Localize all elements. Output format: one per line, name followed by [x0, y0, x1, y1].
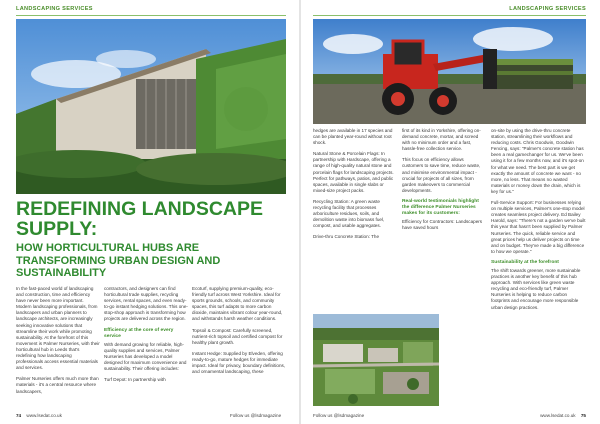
col6-paragraph: on-site by using the drive-thru concrete station, streamlining their workflows and reducing costs. Chris Goodwin, Goodwin Fencing, says: "Palmer's concrete station has been a real gamechanger for us. We've been using it for a few months now, and it's spot-on for what we need. The best part is we get exactly the amount of concrete we want - no more, no less. That means no wasted materials or money down the drain, which is key for us.": [491, 128, 584, 194]
col4-paragraph: hedges are available in 17 species and can be planted year-round without root shock.: [313, 128, 393, 146]
right-page: [301, 0, 600, 424]
text-column-3: [192, 286, 286, 380]
left-page-number: 74: [16, 413, 22, 418]
left-page: [0, 0, 299, 424]
col1-paragraph: Palmer Nurseries offers much more than materials - it's a central resource where landscapers,: [16, 376, 99, 394]
text-column-1: [16, 286, 100, 400]
left-footer: [16, 413, 62, 418]
turf-loader-photo: [313, 19, 586, 124]
col6-paragraph: Full-Service Support: For businesses relying on multiple services, Palmer's one-stop model creates seamless project delivery. Ed Bailey Harold, says: "There's not a garden we've built this year that hasn't been supplied by Palmer Nurseries. The quick, reliable service and great prices help us deliver projects on time and on budget. They've made a big difference to how we operate.": [491, 200, 586, 254]
aerial-site-photo: [313, 314, 439, 406]
section-label: LANDSCAPING SERVICES: [509, 6, 586, 12]
section-rule: [16, 15, 286, 16]
col6-subheading: Sustainability at the forefront: [491, 259, 559, 265]
col5-paragraph: first of its kind in Yorkshire, offering on-demand concrete, mortar, and screed with no minimum order and a fast, hassle-free collection service.: [402, 128, 481, 152]
col2-subheading: Efficiency at the core of every service: [104, 327, 174, 339]
col3-paragraph: Topsoil & Compost: Carefully screened, nutrient-rich topsoil and certified compost for healthy plant growth.: [192, 327, 283, 345]
col3-paragraph: Instant Hedge: Supplied by Elveden, offering ready-to-go, mature hedges for immediate impact. Ideal for privacy, boundary definitions, and ornamental landscaping, these: [192, 350, 286, 375]
right-footer: [540, 413, 586, 418]
left-footer-site: www.lsedat.co.uk: [26, 413, 62, 418]
aerial-illustration: [313, 314, 439, 406]
col2-paragraph: contractors, and designers can find horticultural trade supplies, recycling services, rental spaces, and even ready-to-go instant hedging solutions. This one-stop-shop approach is transforming how projects are delivered across the region.: [104, 286, 188, 322]
article-headline: [16, 200, 286, 280]
section-rule: [313, 15, 586, 16]
right-page-number: 75: [580, 413, 586, 418]
col4-paragraph: Recycling Station: A green waste recycling facility that processes arboriculture residues, soils, and demolition waste into biomass fuel, compost, and usable aggregates.: [313, 198, 385, 229]
col5-paragraph: This focus on efficiency allows customers to save time, reduce waste, and minimise environmental impact - crucial for projects of all sizes, from garden makeovers to commercial developments.: [402, 157, 481, 193]
col5-paragraph: Efficiency for Contractors: Landscapers have saved hours: [402, 219, 483, 231]
left-footer-social: Follow us @lsdmagazine: [230, 413, 282, 418]
text-column-2: [104, 286, 188, 388]
text-column-6: [491, 128, 586, 316]
headline-title: REDEFINING LANDSCAPE SUPPLY:: [16, 198, 264, 240]
col2-paragraph: With demand growing for reliable, high-quality supplies and services, Palmer Nurseries has developed a model designed for maximum convenience and sustainability. Their offering includes:: [104, 341, 187, 372]
col6-paragraph: The shift towards greener, more sustainable practices is another key benefit of this hub approach. With services like green waste recycling and eco-friendly turf, Palmer Nurseries is helping to reduce carbon footprints and encourage more responsible urban design practices.: [491, 267, 581, 310]
building-illustration: [16, 19, 286, 194]
loader-illustration: [313, 19, 586, 124]
col4-paragraph: Drive-thru Concrete Station: The: [313, 234, 380, 240]
col3-paragraph: Ecoturf, supplying premium-quality, eco-friendly turf across West Yorkshire. Ideal for sports grounds, schools, and community spaces, this turf adapts to more carbon dioxide, maintains vibrant colour year-round, and withstands harsh weather conditions.: [192, 286, 283, 322]
right-footer-social: Follow us @lsdmagazine: [313, 413, 365, 418]
col1-paragraph: In the fast-paced world of landscaping and construction, time and efficiency have never been more important. Modern landscaping professionals, from landscapers and urban planners to landscape architects, are increasingly seeking innovative solutions that streamline their work while promoting sustainability. At the forefront of this movement is Palmer Nurseries, with their horticultural hub in Leeds that's redefining how landscaping professionals access essential materials and services.: [16, 286, 100, 371]
text-column-4: [313, 128, 397, 246]
col2-paragraph: Turf Depot: In partnership with: [104, 377, 166, 383]
headline-subtitle: HOW HORTICULTURAL HUBS ARE TRANSFORMING URBAN DESIGN AND SUSTAINABILITY: [16, 242, 221, 280]
building-photo: [16, 19, 286, 194]
section-label: LANDSCAPING SERVICES: [16, 6, 93, 12]
text-column-5: [402, 128, 486, 236]
col4-paragraph: Natural Stone & Porcelain Flags: In partnership with Hardscape, offering a range of high-quality natural stone and porcelain flags for landscaping projects. Perfect for pathways, patios, and public spaces, available in single slabs or mixed-size project packs.: [313, 151, 394, 193]
right-footer-site: www.lsedat.co.uk: [540, 413, 576, 418]
col5-subheading: Real-world testimonials highlight the difference Palmer Nurseries makes for its customers:: [402, 198, 479, 217]
